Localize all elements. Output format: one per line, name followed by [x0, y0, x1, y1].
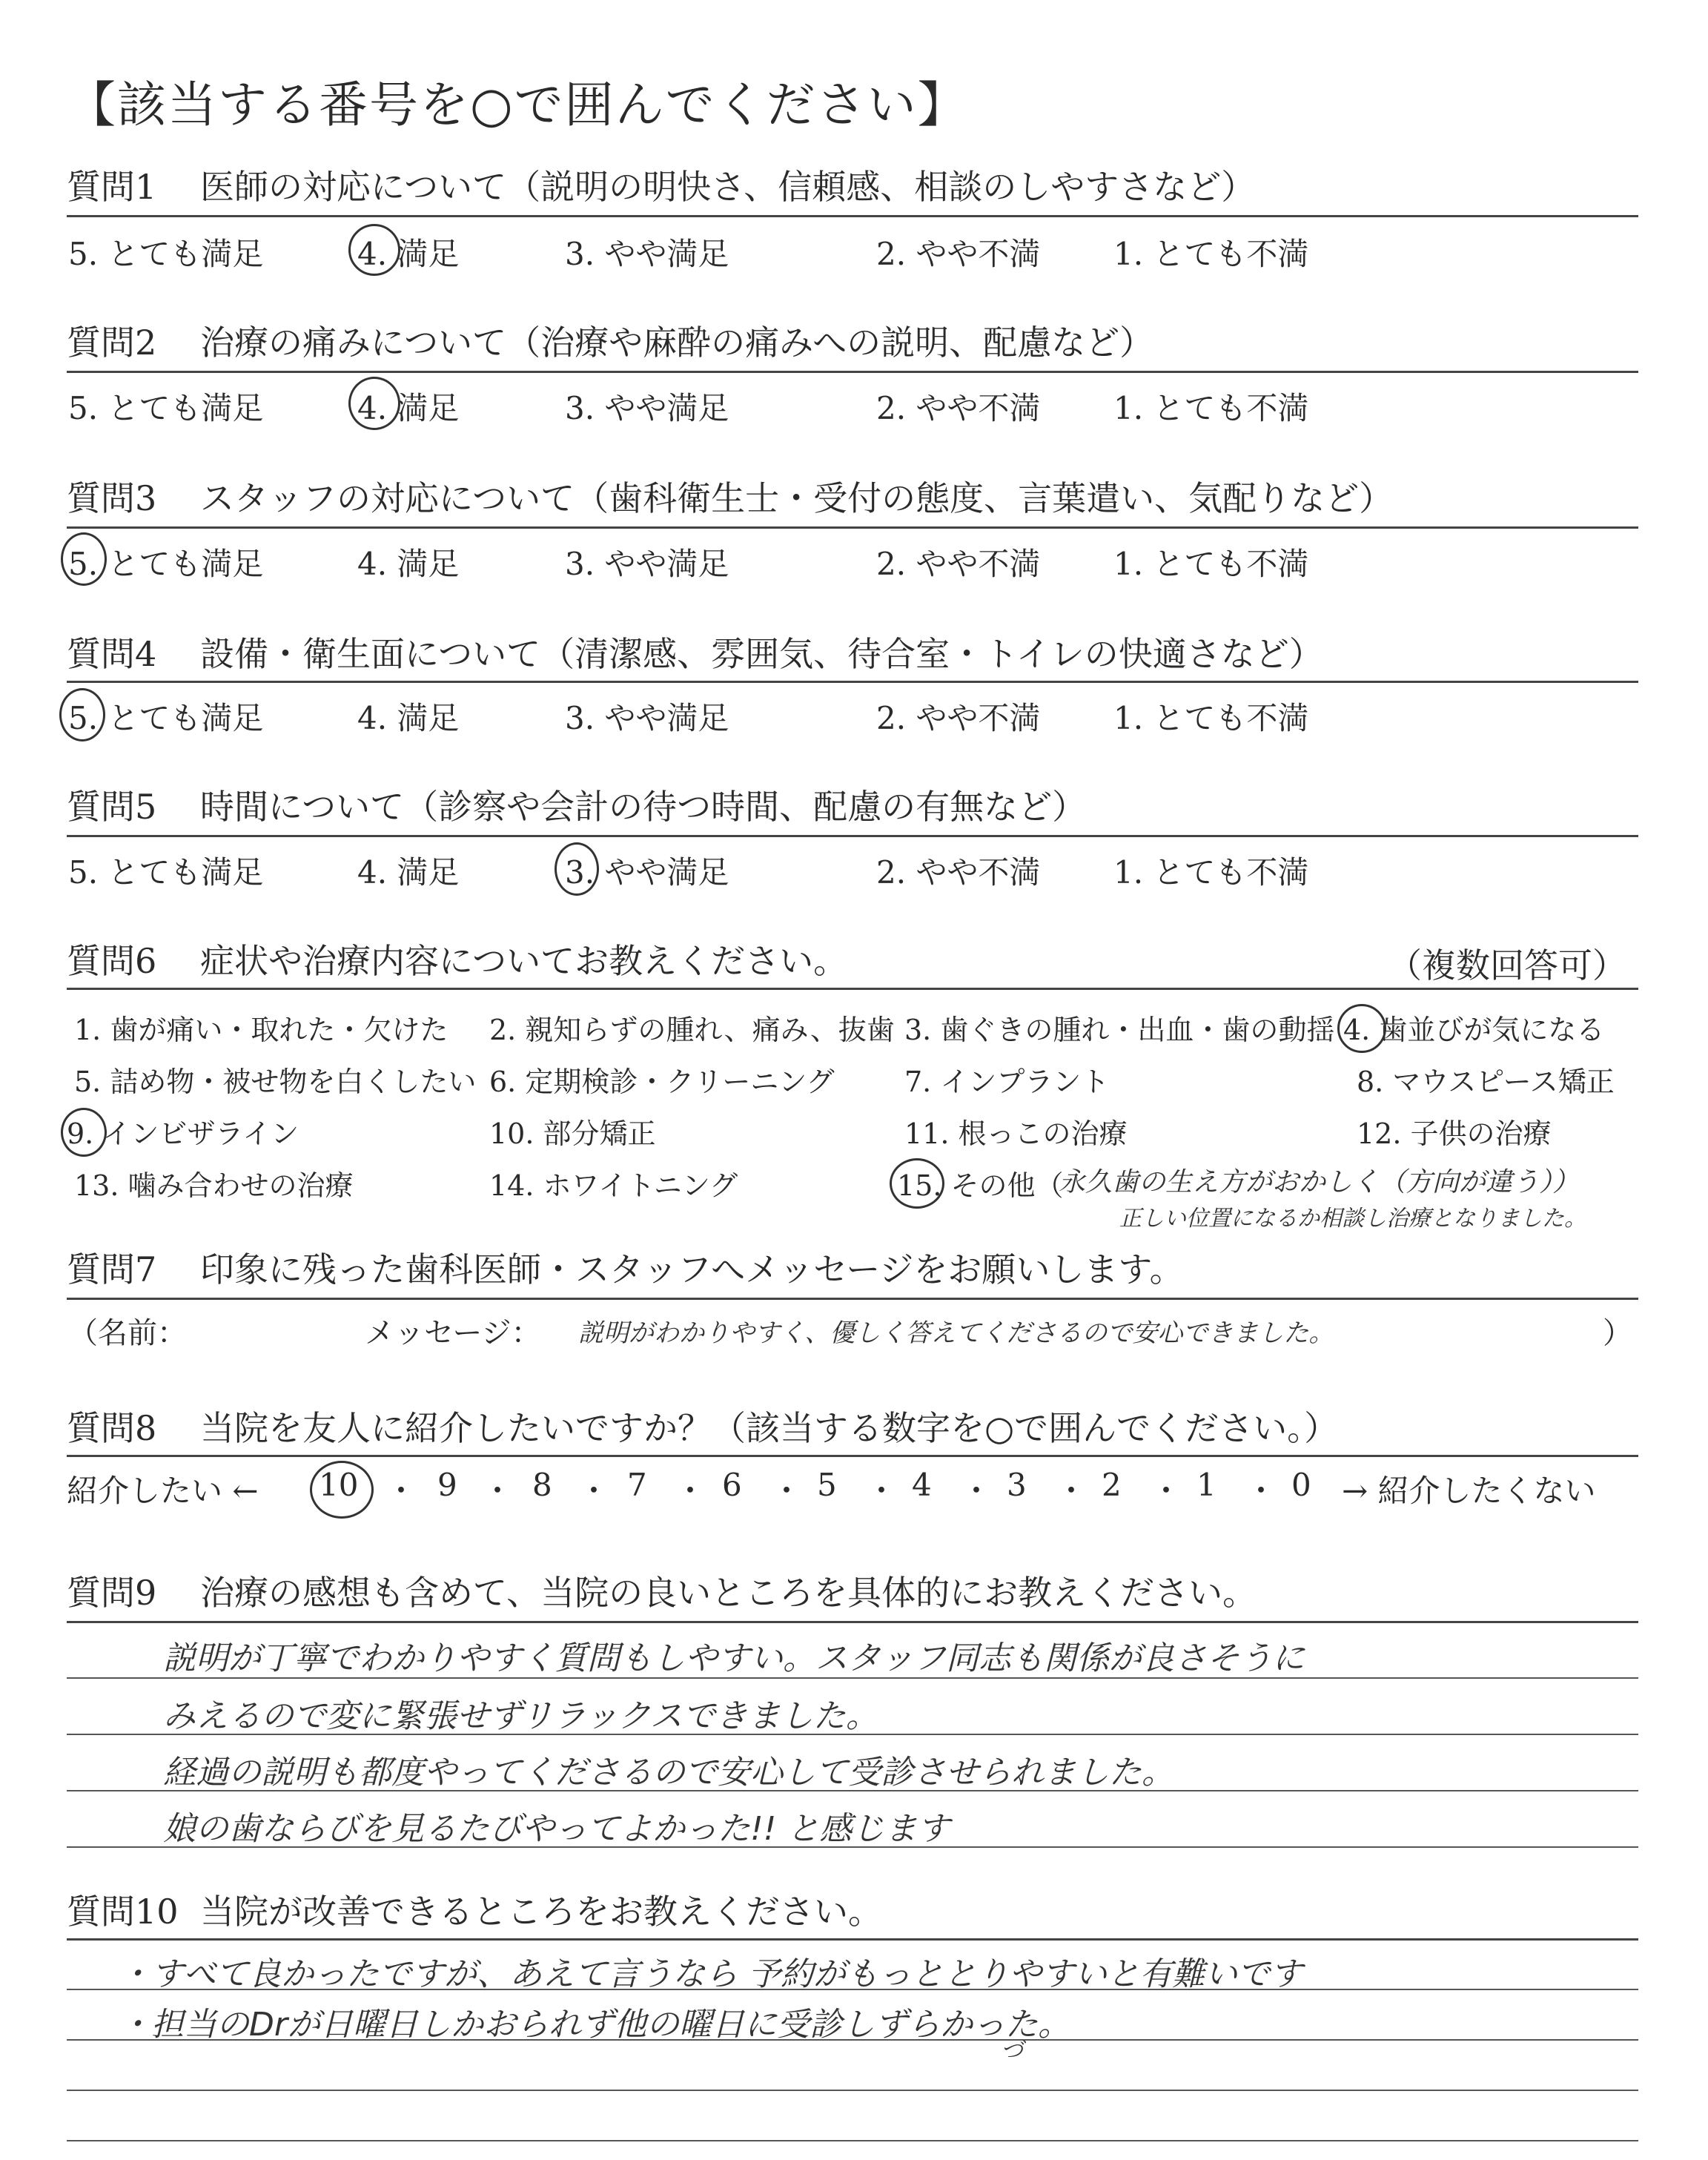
answer-text-line[interactable]: 説明が丁寧でわかりやすく質問もしやすい。スタッフ同志も関係が良さそうに: [163, 1639, 1305, 1677]
rating-option-3[interactable]: 3. やや満足: [565, 236, 729, 272]
rating-option-5[interactable]: 5. とても満足: [68, 854, 264, 891]
rating-option-5[interactable]: 5. とても満足: [68, 390, 264, 426]
question-title: 時間について（診察や会計の待つ時間、配慮の有無など）: [200, 787, 1087, 827]
question-4: [67, 632, 1638, 676]
question-title: 症状や治療内容についてお教えください。: [200, 941, 848, 981]
question-title: 医師の対応について（説明の明快さ、信頼感、相談のしやすさなど）: [200, 167, 1256, 207]
scale-dot: ・: [961, 1473, 993, 1509]
scale-value-5[interactable]: 5: [817, 1467, 837, 1503]
rating-option-3[interactable]: 3. やや満足: [565, 700, 729, 736]
rating-option-2[interactable]: 2. やや不満: [876, 236, 1041, 272]
rating-option-5[interactable]: 5. とても満足: [68, 546, 264, 582]
divider: [67, 1455, 1638, 1457]
rating-option-3[interactable]: 3. やや満足: [565, 854, 729, 891]
question-title: 当院を友人に紹介したいですか？（該当する数字を○で囲んでください。）: [200, 1408, 1339, 1448]
rating-option-5[interactable]: 5. とても満足: [68, 236, 264, 272]
page-heading: 【該当する番号を○で囲んでください】: [67, 76, 968, 133]
scale-value-2[interactable]: 2: [1102, 1467, 1122, 1503]
selection-circle: [61, 1108, 107, 1157]
symptom-option[interactable]: 8. マウスピース矯正: [1357, 1066, 1615, 1098]
question-number: 質問4: [67, 634, 157, 674]
divider: [67, 988, 1638, 990]
selection-circle: [890, 1158, 944, 1209]
question-number: 質問9: [67, 1573, 157, 1613]
improvement-text-line[interactable]: ・すべて良かったですが、あえて言うなら 予約がもっととりやすいと有難いです: [119, 1955, 1303, 1993]
divider: [67, 1298, 1638, 1300]
symptom-option[interactable]: 11. 根っこの治療: [904, 1117, 1128, 1150]
other-answer-line-1: 永久歯の生え方がおかしく（方向が違う））: [1059, 1167, 1580, 1198]
question-9: [67, 1571, 1638, 1615]
rating-option-5[interactable]: 5. とても満足: [68, 700, 264, 736]
divider: [67, 371, 1638, 373]
question-number: 質問2: [67, 323, 157, 363]
scale-dot: ・: [771, 1473, 803, 1509]
question-8: [67, 1406, 1638, 1450]
symptom-option[interactable]: 9. インビザライン: [67, 1117, 299, 1150]
symptom-option[interactable]: 10. 部分矯正: [489, 1117, 656, 1150]
divider: [67, 681, 1638, 683]
scale-value-1[interactable]: 1: [1196, 1467, 1217, 1503]
scale-dot: ・: [866, 1473, 898, 1509]
rating-option-3[interactable]: 3. やや満足: [565, 390, 729, 426]
rating-option-1[interactable]: 1. とても不満: [1113, 236, 1309, 272]
rating-option-4[interactable]: 4. 満足: [357, 700, 460, 736]
selection-circle: [1337, 1004, 1386, 1053]
question-3: [67, 476, 1638, 521]
question-number: 質問6: [67, 941, 157, 981]
question-title: 治療の痛みについて（治療や麻酔の痛みへの説明、配慮など）: [200, 323, 1154, 363]
symptom-option[interactable]: 7. インプラント: [904, 1066, 1110, 1098]
answer-line: [67, 2140, 1638, 2141]
answer-text-line[interactable]: みえるので変に緊張せずリラックスできました。: [163, 1697, 878, 1735]
rating-option-3[interactable]: 3. やや満足: [565, 546, 729, 582]
question-1: [67, 165, 1638, 209]
question-number: 質問5: [67, 787, 157, 827]
rating-option-2[interactable]: 2. やや不満: [876, 700, 1041, 736]
selection-circle: [348, 224, 400, 276]
scale-value-3[interactable]: 3: [1007, 1467, 1027, 1503]
question-10: [67, 1889, 1638, 1934]
question-title: 設備・衛生面について（清潔感、雰囲気、待合室・トイレの快適さなど）: [200, 634, 1323, 674]
handwritten-correction: づ: [1001, 2038, 1023, 2064]
question-5: [67, 785, 1638, 829]
multiple-answers-note: （複数回答可）: [1388, 945, 1626, 985]
rating-option-1[interactable]: 1. とても不満: [1113, 546, 1309, 582]
answer-text-line[interactable]: 娘の歯ならびを見るたびやってよかった!! と感じます: [163, 1810, 950, 1848]
divider: [67, 1938, 1638, 1941]
scale-dot: ・: [1056, 1473, 1088, 1509]
divider: [67, 1621, 1638, 1623]
scale-dot: ・: [1245, 1473, 1277, 1509]
selection-circle: [61, 532, 107, 586]
scale-dot: ・: [385, 1473, 417, 1509]
symptom-option-other[interactable]: 15. その他（: [897, 1169, 1064, 1202]
rating-option-2[interactable]: 2. やや不満: [876, 546, 1041, 582]
rating-option-4[interactable]: 4. 満足: [357, 546, 460, 582]
selection-circle: [310, 1461, 374, 1519]
rating-option-4[interactable]: 4. 満足: [357, 236, 460, 272]
scale-dot: ・: [1151, 1473, 1182, 1509]
rating-option-1[interactable]: 1. とても不満: [1113, 854, 1309, 891]
question-title: スタッフの対応について（歯科衛生士・受付の態度、言葉遣い、気配りなど）: [200, 478, 1394, 518]
symptom-option[interactable]: 12. 子供の治療: [1357, 1117, 1552, 1150]
message-close-paren: ）: [1603, 1316, 1632, 1350]
rating-option-2[interactable]: 2. やや不満: [876, 854, 1041, 891]
question-title: 治療の感想も含めて、当院の良いところを具体的にお教えください。: [200, 1573, 1257, 1613]
divider: [67, 835, 1638, 837]
scale-right-label: → 紹介したくない: [1342, 1473, 1596, 1509]
scale-value-7[interactable]: 7: [627, 1467, 647, 1503]
scale-value-9[interactable]: 9: [437, 1467, 457, 1503]
selection-circle: [59, 688, 105, 742]
scale-left-label: 紹介したい ←: [67, 1473, 259, 1509]
question-number: 質問7: [67, 1249, 157, 1289]
other-answer-line-2: 正しい位置になるか相談し治療となりました。: [1119, 1206, 1586, 1232]
scale-dot: ・: [482, 1473, 514, 1509]
symptom-option[interactable]: 1. 歯が痛い・取れた・欠けた: [74, 1014, 448, 1046]
question-number: 質問10: [67, 1892, 179, 1932]
scale-value-8[interactable]: 8: [532, 1467, 552, 1503]
selection-circle: [555, 842, 599, 896]
symptom-option[interactable]: 4. 歯並びが気になる: [1343, 1014, 1605, 1046]
question-number: 質問8: [67, 1408, 157, 1448]
question-title: 当院が改善できるところをお教えください。: [200, 1892, 882, 1932]
scale-dot: ・: [578, 1473, 610, 1509]
improvement-text-line[interactable]: ・担当のDrが日曜日しかおられず他の曜日に受診しずらかった。: [119, 2006, 1070, 2044]
question-7: [67, 1247, 1638, 1292]
divider: [67, 215, 1638, 217]
answer-line: [67, 2090, 1638, 2091]
answer-text-line[interactable]: 経過の説明も都度やってくださるので安心して受診させられました。: [163, 1754, 1174, 1791]
name-label: （名前：: [68, 1316, 187, 1350]
symptom-option[interactable]: 14. ホワイトニング: [489, 1169, 738, 1202]
rating-option-4[interactable]: 4. 満足: [357, 854, 460, 891]
question-number: 質問3: [67, 478, 157, 518]
symptom-option[interactable]: 6. 定期検診・クリーニング: [489, 1066, 835, 1098]
rating-option-1[interactable]: 1. とても不満: [1113, 700, 1309, 736]
scale-dot: ・: [675, 1473, 706, 1509]
rating-option-2[interactable]: 2. やや不満: [876, 390, 1041, 426]
rating-option-4[interactable]: 4. 満足: [357, 390, 460, 426]
rating-option-1[interactable]: 1. とても不満: [1113, 390, 1309, 426]
question-number: 質問1: [67, 167, 157, 207]
scale-value-6[interactable]: 6: [722, 1467, 742, 1503]
symptom-option[interactable]: 5. 詰め物・被せ物を白くしたい: [74, 1066, 477, 1098]
message-text[interactable]: 説明がわかりやすく、優しく答えてくださるので安心できました。: [578, 1318, 1334, 1348]
symptom-option[interactable]: 3. 歯ぐきの腫れ・出血・歯の動揺: [904, 1014, 1335, 1046]
question-2: [67, 320, 1638, 365]
symptom-option[interactable]: 13. 噛み合わせの治療: [74, 1169, 354, 1202]
scale-value-10[interactable]: 10: [319, 1467, 359, 1503]
question-title: 印象に残った歯科医師・スタッフへメッセージをお願いします。: [200, 1249, 1184, 1289]
message-label: メッセージ：: [365, 1316, 541, 1350]
scale-value-0[interactable]: 0: [1291, 1467, 1311, 1503]
selection-circle: [348, 377, 400, 430]
divider: [67, 526, 1638, 529]
scale-value-4[interactable]: 4: [912, 1467, 932, 1503]
symptom-option[interactable]: 2. 親知らずの腫れ、痛み、抜歯: [489, 1014, 895, 1046]
